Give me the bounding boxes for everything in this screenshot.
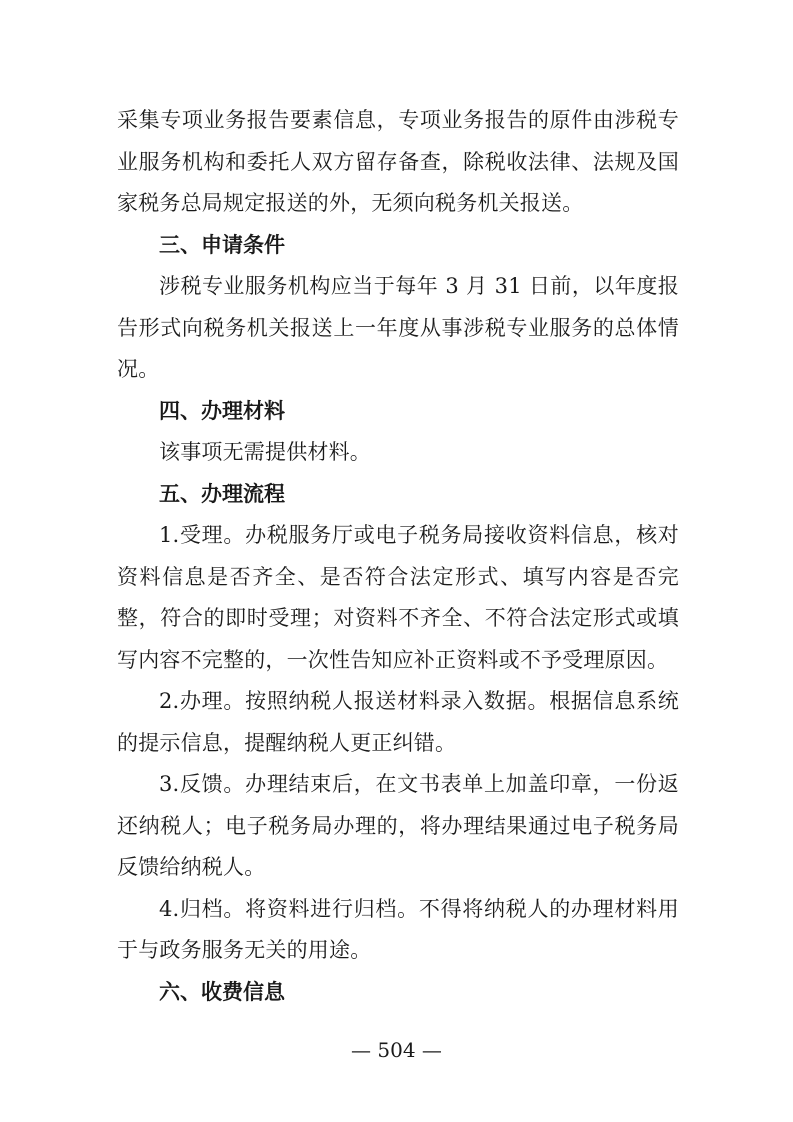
- paragraph-process-archive: 4.归档。将资料进行归档。不得将纳税人的办理材料用于与政务服务无关的用途。: [117, 896, 679, 962]
- paragraph-process-accept: 1.受理。办税服务厅或电子税务局接收资料信息，核对资料信息是否齐全、是否符合法定形式、填写内容是否完整，符合的即时受理；对资料不齐全、不符合法定形式或填写内容不完整的，一次性告知应补正资料或不予受理原因。: [117, 523, 679, 672]
- document-body: [117, 100, 679, 1013]
- paragraph-materials: 该事项无需提供材料。: [159, 440, 371, 464]
- section-heading-materials: 四、办理材料: [159, 398, 285, 423]
- section-heading-fees: 六、收费信息: [159, 979, 285, 1004]
- paragraph-process-handle: 2.办理。按照纳税人报送材料录入数据。根据信息系统的提示信息，提醒纳税人更正纠错。: [117, 689, 679, 755]
- page-number: — 504 —: [351, 1038, 442, 1062]
- section-heading-application-conditions: 三、申请条件: [159, 232, 285, 257]
- paragraph-continued: 采集专项业务报告要素信息，专项业务报告的原件由涉税专业服务机构和委托人双方留存备查，除税收法律、法规及国家税务总局规定报送的外，无须向税务机关报送。: [117, 108, 679, 215]
- paragraph-application-conditions: 涉税专业服务机构应当于每年 3 月 31 日前，以年度报告形式向税务机关报送上一年度从事涉税专业服务的总体情况。: [117, 274, 679, 381]
- paragraph-process-feedback: 3.反馈。办理结束后，在文书表单上加盖印章，一份返还纳税人；电子税务局办理的，将办理结果通过电子税务局反馈给纳税人。: [117, 772, 679, 879]
- section-heading-process: 五、办理流程: [159, 481, 285, 506]
